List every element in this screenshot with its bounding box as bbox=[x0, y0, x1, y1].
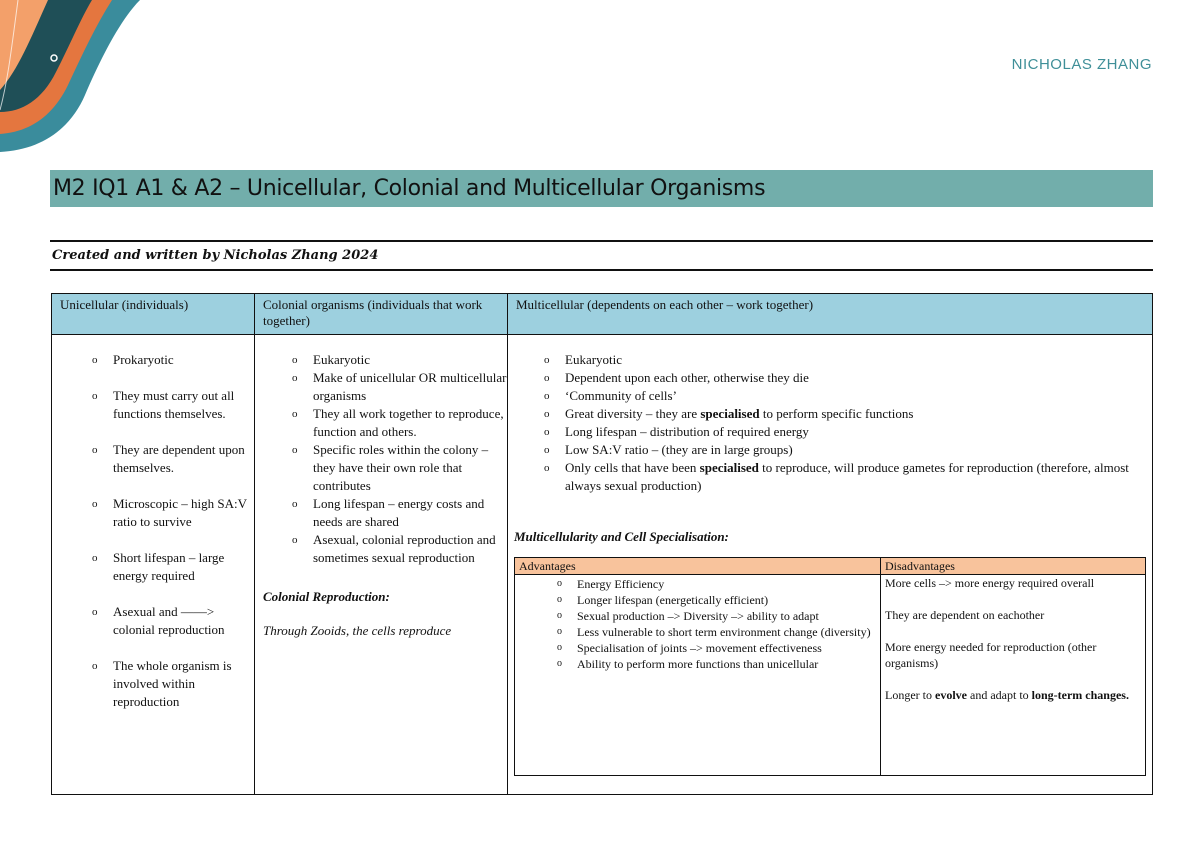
advantages-header: Advantages bbox=[515, 558, 881, 575]
unicellular-cell bbox=[52, 335, 255, 795]
colonial-reproduction-heading: Colonial Reproduction: bbox=[263, 589, 390, 604]
list-item: o They are dependent upon themselves. bbox=[92, 442, 245, 475]
advantages-body-row bbox=[515, 575, 1146, 776]
colonial-list bbox=[255, 335, 507, 567]
header-colonial: Colonial organisms (individuals that work together) bbox=[255, 294, 508, 335]
list-item: o Asexual, colonial reproduction and sometimes sexual reproduction bbox=[292, 532, 496, 565]
list-item: o Energy Efficiency bbox=[557, 577, 665, 591]
advantages-list bbox=[515, 575, 880, 672]
advantages-table bbox=[514, 557, 1146, 776]
list-item: o Sexual production –> Diversity –> ability to adapt bbox=[557, 609, 819, 623]
disadvantage-item: More energy needed for reproduction (other organisms) bbox=[885, 640, 1097, 670]
credit-line: Created and written by Nicholas Zhang 2024 bbox=[52, 248, 379, 263]
list-item: o Less vulnerable to short term environment change (diversity) bbox=[557, 625, 871, 639]
bottom-rule bbox=[50, 269, 1153, 271]
list-item: o Asexual and ——> colonial reproduction bbox=[92, 604, 225, 637]
decorative-wave-graphic bbox=[0, 0, 140, 160]
list-item: o Prokaryotic bbox=[92, 352, 174, 367]
unicellular-list bbox=[52, 335, 254, 711]
header-unicellular: Unicellular (individuals) bbox=[52, 294, 255, 335]
list-item: o Specialisation of joints –> movement effectiveness bbox=[557, 641, 822, 655]
colonial-cell bbox=[255, 335, 508, 795]
list-item: o Short lifespan – large energy required bbox=[92, 550, 225, 583]
list-item: o Longer lifespan (energetically efficient) bbox=[557, 593, 769, 607]
disadvantages-cell bbox=[881, 575, 1146, 776]
specialisation-heading: Multicellularity and Cell Specialisation: bbox=[514, 529, 729, 544]
list-item: o Long lifespan – distribution of required energy bbox=[544, 424, 809, 439]
list-item: o Microscopic – high SA:V ratio to survive bbox=[92, 496, 247, 529]
colonial-reproduction-text: Through Zooids, the cells reproduce bbox=[263, 623, 452, 638]
list-item: o Long lifespan – energy costs and needs are shared bbox=[292, 496, 485, 529]
disadvantage-item: Longer to evolve and adapt to long-term changes. bbox=[885, 688, 1129, 702]
list-item: o Specific roles within the colony – they have their own role that contributes bbox=[292, 442, 489, 493]
list-item: o They must carry out all functions themselves. bbox=[92, 388, 235, 421]
list-item: o Eukaryotic bbox=[544, 352, 623, 367]
list-item: o The whole organism is involved within reproduction bbox=[92, 658, 232, 709]
title-bar bbox=[50, 170, 1153, 207]
table-body-row bbox=[52, 335, 1153, 795]
list-item: o ‘Community of cells’ bbox=[544, 388, 677, 403]
top-rule bbox=[50, 240, 1153, 242]
list-item: o Great diversity – they are specialised to perform specific functions bbox=[544, 406, 914, 421]
list-item: o Only cells that have been specialised to reproduce, will produce gametes for reproduction (therefore, almost always sexual production) bbox=[544, 460, 1129, 493]
author-name: NICHOLAS ZHANG bbox=[1011, 56, 1152, 73]
multicellular-list bbox=[508, 335, 1152, 495]
list-item: o Make of unicellular OR multicellular organisms bbox=[292, 370, 507, 403]
table-header-row bbox=[52, 294, 1153, 335]
list-item: o Low SA:V ratio – (they are in large groups) bbox=[544, 442, 793, 457]
list-item: o Eukaryotic bbox=[292, 352, 371, 367]
comparison-table bbox=[51, 293, 1153, 795]
list-item: o They all work together to reproduce, function and others. bbox=[292, 406, 504, 439]
list-item: o Ability to perform more functions than unicellular bbox=[557, 657, 819, 671]
page-title: M2 IQ1 A1 & A2 – Unicellular, Colonial and Multicellular Organisms bbox=[53, 176, 766, 201]
header-multicellular: Multicellular (dependents on each other – work together) bbox=[508, 294, 1153, 335]
disadvantage-item: They are dependent on eachother bbox=[885, 608, 1045, 622]
list-item: o Dependent upon each other, otherwise they die bbox=[544, 370, 809, 385]
disadvantages-header: Disadvantages bbox=[881, 558, 1146, 575]
advantages-header-row bbox=[515, 558, 1146, 575]
multicellular-cell bbox=[508, 335, 1153, 795]
advantages-cell bbox=[515, 575, 881, 776]
disadvantage-item: More cells –> more energy required overall bbox=[885, 576, 1095, 590]
